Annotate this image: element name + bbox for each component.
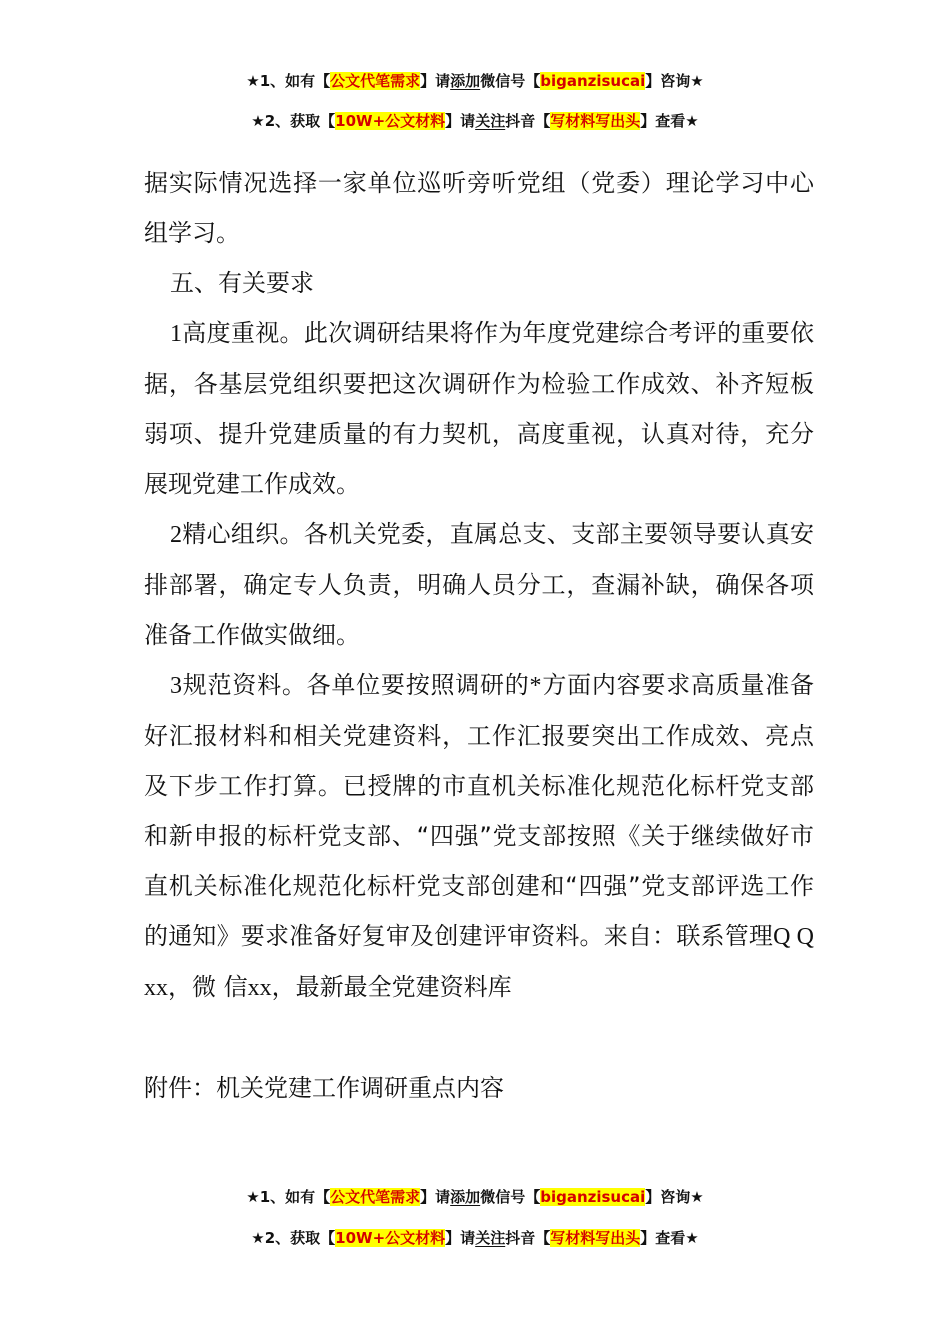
banner-emphasis: 添加 (450, 72, 481, 90)
banner-emphasis: 关注 (475, 112, 506, 130)
banner-text: 】请 (445, 112, 476, 130)
highlight-service: 公文代笔需求 (330, 1188, 421, 1206)
wechat-contact: xx (247, 975, 272, 1001)
banner-text: 抖音【 (505, 112, 551, 130)
banner-text: 1、如有【 (259, 72, 331, 90)
paragraph-continuation: 据实际情况选择一家单位巡听旁听党组（党委）理论学习中心组学习。 (144, 169, 814, 247)
item-text: * (529, 673, 542, 699)
star-icon: ★ (251, 1229, 265, 1247)
banner-emphasis: 关注 (475, 1229, 506, 1247)
bottom-banner-line-1 (0, 1186, 950, 1208)
attachment-line: 附件：机关党建工作调研重点内容 (144, 1074, 504, 1102)
section-heading: 五、有关要求 (170, 269, 314, 297)
star-icon: ★ (690, 72, 704, 90)
item-text: 高度重视。此次调研结果将作为年度党建综合考评的重要依据，各基层党组织要把这次调研作为检验工作成效、补齐短板弱项、提升党建质量的有力契机，高度重视，认真对待，充分展现党建工作成效。 (144, 319, 814, 498)
highlight-wechat-id: biganzisucai (540, 1188, 646, 1206)
banner-text: 】查看 (640, 1229, 686, 1247)
star-icon: ★ (685, 112, 699, 130)
highlight-service: 公文代笔需求 (330, 72, 421, 90)
banner-text: 抖音【 (505, 1229, 551, 1247)
star-icon: ★ (246, 72, 260, 90)
banner-text: 】咨询 (645, 1188, 691, 1206)
qq-contact: Q Q xx (144, 924, 815, 1001)
banner-emphasis: 添加 (450, 1188, 481, 1206)
item-number: 1 (170, 321, 182, 347)
requirement-item-2 (144, 509, 814, 660)
banner-text: 2、获取【 (264, 1229, 336, 1247)
highlight-materials: 10W+公文材料 (335, 1229, 446, 1247)
banner-text: 1、如有【 (259, 1188, 331, 1206)
highlight-materials: 10W+公文材料 (335, 112, 446, 130)
banner-text: 】咨询 (645, 72, 691, 90)
star-icon: ★ (685, 1229, 699, 1247)
banner-text: 微信号【 (480, 1188, 541, 1206)
star-icon: ★ (251, 112, 265, 130)
item-text: ，最新最全党建资料库 (271, 973, 512, 1001)
item-text: 规范资料。各单位要按照调研的 (182, 671, 530, 699)
blank-line (144, 1013, 814, 1063)
requirement-item-1 (144, 308, 814, 509)
item-number: 2 (170, 522, 182, 548)
highlight-douyin: 写材料写出头 (550, 1229, 641, 1247)
document-body (144, 158, 814, 1113)
top-banner-line-2 (0, 110, 950, 132)
highlight-wechat-id: biganzisucai (540, 72, 646, 90)
item-text: 精心组织。各机关党委，直属总支、支部主要领导要认真安排部署，确定专人负责，明确人员分工，查漏补缺，确保各项准备工作做实做细。 (144, 520, 814, 649)
bottom-banner-line-2 (0, 1227, 950, 1249)
banner-text: 】请 (420, 1188, 451, 1206)
requirement-item-3 (144, 660, 814, 1013)
item-number: 3 (170, 673, 182, 699)
top-banner-line-1 (0, 70, 950, 92)
banner-text: 微信号【 (480, 72, 541, 90)
item-text: ，微 信 (168, 973, 248, 1001)
item-text: 方面内容要求高质量准备好汇报材料和相关党建资料，工作汇报要突出工作成效、亮点及下步工作打算。已授牌的市直机关标准化规范化标杆党支部和新申报的标杆党支部、“四强”党支部按照《关于继续做好市直机关标准化规范化标杆党支部创建和“四强”党支部评选工作的通知》要求准备好复审及创建评审资料。来自：联系管理 (144, 671, 815, 950)
banner-text: 2、获取【 (264, 112, 336, 130)
star-icon: ★ (690, 1188, 704, 1206)
banner-text: 】请 (445, 1229, 476, 1247)
highlight-douyin: 写材料写出头 (550, 112, 641, 130)
star-icon: ★ (246, 1188, 260, 1206)
banner-text: 】查看 (640, 112, 686, 130)
banner-text: 】请 (420, 72, 451, 90)
